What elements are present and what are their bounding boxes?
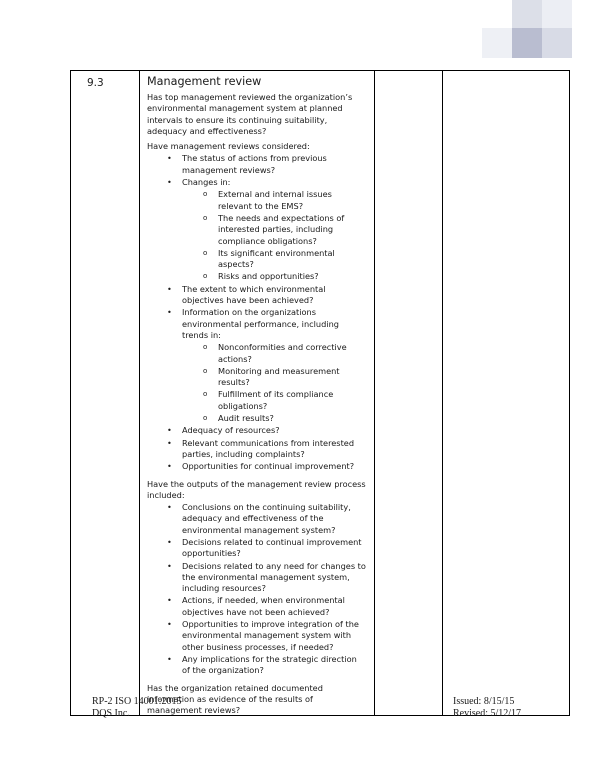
considered-list — [147, 153, 367, 472]
logo-square — [482, 28, 512, 58]
column-divider — [374, 71, 375, 715]
outputs-list — [147, 502, 367, 676]
sub-list-item: o Its significant environmental aspects? — [147, 248, 367, 271]
sub-list-item: o The needs and expectations of interested parties, including compliance obligations? — [147, 213, 367, 247]
footer-right — [453, 696, 521, 720]
sub-list-item: o Fulfillment of its compliance obligations? — [147, 389, 367, 412]
column-divider — [139, 71, 140, 715]
list-item: • Changes in: — [147, 177, 367, 188]
list-item: • Information on the organizations environmental performance, including trends in: — [147, 307, 367, 341]
sub-list-item: o Audit results? — [147, 413, 367, 424]
list-item: • Relevant communications from interested parties, including complaints? — [147, 438, 367, 461]
list-item: • Any implications for the strategic direction of the organization? — [147, 654, 367, 677]
retained-question: Has the organization retained documented information as evidence of the results of management reviews? — [147, 682, 323, 716]
sub-list-item: o External and internal issues relevant to the EMS? — [147, 189, 367, 212]
list-item: • Opportunities for continual improvement? — [147, 461, 367, 472]
list-item: • Conclusions on the continuing suitability, adequacy and effectiveness of the environmental management system? — [147, 502, 367, 536]
list-item: • The extent to which environmental objectives have been achieved? — [147, 284, 367, 307]
logo-square — [512, 0, 542, 28]
revised-date: Revised: 5/12/17 — [453, 708, 522, 719]
issued-date: Issued: 8/15/15 — [453, 696, 515, 707]
checklist-table — [70, 70, 570, 716]
list-item: • Adequacy of resources? — [147, 425, 367, 436]
list-item: • Decisions related to continual improvement opportunities? — [147, 537, 367, 560]
logo-square — [542, 28, 572, 58]
considered-intro: Have management reviews considered: — [147, 141, 310, 152]
intro-question: Has top management reviewed the organization’s environmental management system at planned intervals to ensure its continuing suitability, adequacy and effectiveness? — [147, 92, 353, 136]
sub-list-item: o Monitoring and measurement results? — [147, 366, 367, 389]
list-item: • Decisions related to any need for changes to the environmental management system, including resources? — [147, 561, 367, 595]
outputs-intro: Have the outputs of the management review process included: — [147, 478, 366, 500]
clause-content — [147, 75, 367, 720]
document-code: RP-2 ISO 14001:2015 — [92, 696, 182, 707]
clause-title: Management review — [147, 75, 262, 88]
logo-square — [512, 28, 542, 58]
footer-left — [92, 696, 181, 720]
company-name: DQS Inc. — [92, 708, 130, 719]
clause-number: 9.3 — [87, 77, 104, 89]
list-item: • The status of actions from previous management reviews? — [147, 153, 367, 176]
list-item: • Opportunities to improve integration of the environmental management system with other business processes, if needed? — [147, 619, 367, 653]
sub-list-item: o Risks and opportunities? — [147, 271, 367, 282]
sub-list-item: o Nonconformities and corrective actions? — [147, 342, 367, 365]
logo-square — [542, 0, 572, 28]
column-divider — [442, 71, 443, 715]
list-item: • Actions, if needed, when environmental objectives have not been achieved? — [147, 595, 367, 618]
